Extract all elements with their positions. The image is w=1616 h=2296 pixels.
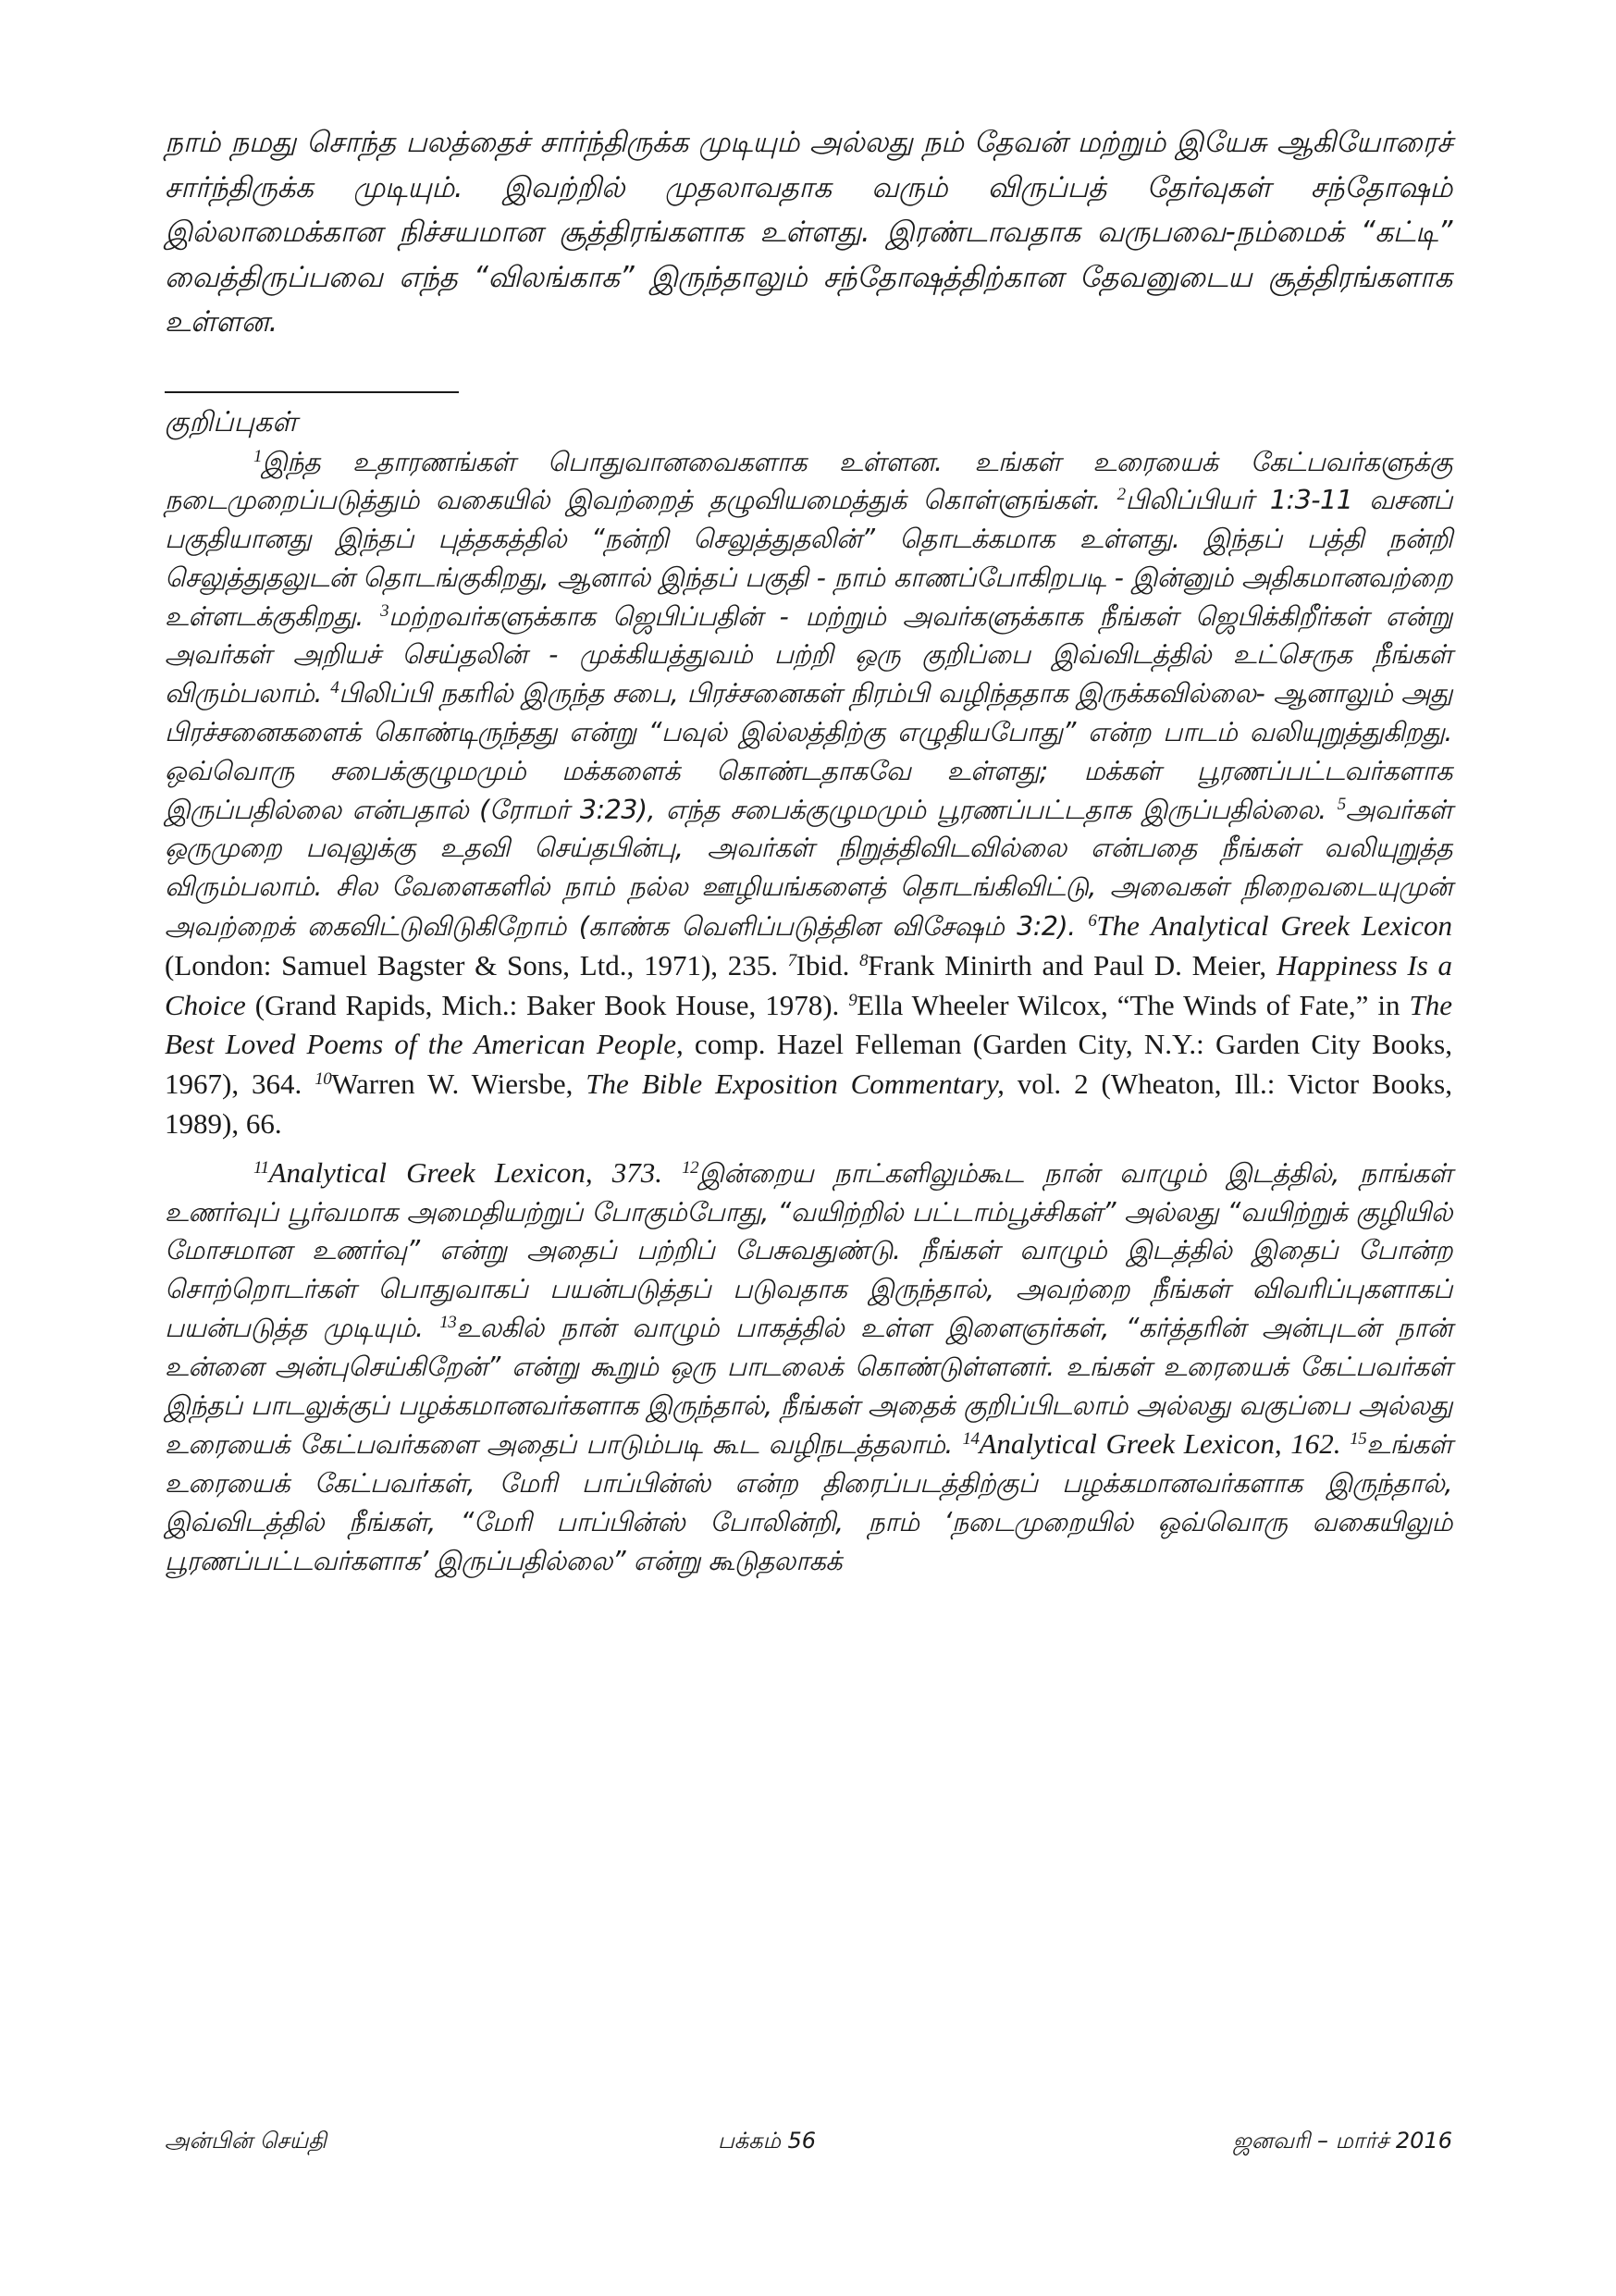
citation-text: (London: Samuel Bagster & Sons, Ltd., 1971), 235. <box>165 948 788 981</box>
publication-name: அன்பின் செய்தி <box>165 2128 327 2154</box>
citation-text: Frank Minirth and Paul D. Meier, <box>868 948 1277 981</box>
footnote-marker: 4 <box>330 678 339 698</box>
footnote-marker: 15 <box>1350 1429 1367 1450</box>
citation-text: Ibid. <box>796 948 860 981</box>
citation-text: vol. 2 (Wheaton, Ill.: Victor Books, 1989), 66. <box>165 1068 1452 1141</box>
footnote-marker: 3 <box>380 600 389 621</box>
citation-title: The Best Loved Poems of the American People, <box>165 988 1452 1061</box>
footnote-marker: 5 <box>1337 794 1346 814</box>
footnote-marker: 2 <box>1116 485 1126 505</box>
footnote-text: அவர்கள் ஒருமுறை பவுலுக்கு உதவி செய்தபின்பு, அவர்கள் நிறுத்திவிடவில்லை என்பதை நீங்கள் வலியுறுத்த விரும்பலாம். சில வேளைகளில் நாம் நல்ல ஊழியங்களைத் தொடங்கிவிட்டு, அவைகள் நிறைவடையுமுன் அவற்றைக் கைவிட்டுவிடுகிறோம் (காண்க வெளிப்படுத்தின விசேஷம் 3:2). <box>165 794 1452 943</box>
footnote-text: உலகில் நான் வாழும் பாகத்தில் உள்ள இளைஞர்கள், “கர்த்தரின் அன்புடன் நான் உன்னை அன்புசெய்கிறேன்” என்று கூறும் ஒரு பாடலைக் கொண்டுள்ளனர். உங்கள் உரையைக் கேட்பவர்கள் இந்தப் பாடலுக்குப் பழக்கமானவர்களாக இருந்தால், நீங்கள் அதைக் குறிப்பிடலாம் அல்லது வகுப்பை அல்லது உரையைக் கேட்பவர்களை அதைப் பாடும்படி கூட வழிநடத்தலாம். <box>165 1313 1453 1461</box>
citation-text: Analytical Greek Lexicon, 373. <box>268 1155 683 1189</box>
citation-text: comp. Hazel Felleman (Garden City, N.Y.: Garden City Books, 1967), 364. <box>165 1028 1452 1101</box>
footnote-separator <box>165 391 459 393</box>
footnote-text: பிலிப்பியர் 1:3-11 வசனப் பகுதியானது இந்தப் புத்தகத்தில் “நன்றி செலுத்துதலின்” தொடக்கமாக உள்ளது. இந்தப் பத்தி நன்றி செலுத்துதலுடன் தொடங்குகிறது, ஆனால் இந்தப் பகுதி - நாம் காணப்போகிறபடி - இன்னும் அதிகமானவற்றை உள்ளடக்குகிறது. <box>165 485 1452 632</box>
notes-heading: குறிப்புகள் <box>165 405 298 438</box>
footnote-text: உங்கள் உரையைக் கேட்பவர்கள், மேரி பாப்பின்ஸ் என்ற திரைப்படத்திற்குப் பழக்கமானவர்களாக இருந்தால், இவ்விடத்தில் நீங்கள், “மேரி பாப்பின்ஸ் போலின்றி, நாம் ‘நடைமுறையில் ஒவ்வொரு வகையிலும் பூரணப்பட்டவர்களாக’ இருப்பதில்லை” என்று கூடுதலாகக் <box>165 1429 1452 1576</box>
notes-paragraph-1 <box>165 443 1452 1144</box>
footnote-text: இந்த உதாரணங்கள் பொதுவானவைகளாக உள்ளன. உங்கள் உரையைக் கேட்பவர்களுக்கு நடைமுறைப்படுத்தும் வகையில் இவற்றைத் தழுவியமைத்துக் கொள்ளுங்கள். <box>165 446 1452 516</box>
issue-date: ஜனவரி – மார்ச் 2016 <box>1232 2128 1452 2154</box>
footnote-marker: 1 <box>253 446 262 466</box>
footnote-text: மற்றவர்களுக்காக ஜெபிப்பதின் - மற்றும் அவர்களுக்காக நீங்கள் ஜெபிக்கிறீர்கள் என்று அவர்கள் அறியச் செய்தலின் - முக்கியத்துவம் பற்றி ஒரு குறிப்பை இவ்விடத்தில் உட்செருக நீங்கள் விரும்பலாம். <box>165 600 1453 710</box>
footnote-marker: 8 <box>859 950 869 970</box>
footnote-marker: 6 <box>1088 911 1097 932</box>
footnote-text: பிலிப்பி நகரில் இருந்த சபை, பிரச்சனைகள் நிரம்பி வழிந்ததாக இருக்கவில்லை- ஆனாலும் அது பிரச்சனைகளைக் கொண்டிருந்தது என்று “பவுல் இல்லத்திற்கு எழுதியபோது” என்ற பாடம் வலியுறுத்துகிறது. ஒவ்வொரு சபைக்குழுமமும் மக்களைக் கொண்டதாகவே உள்ளது; மக்கள் பூரணப்பட்டவர்களாக இருப்பதில்லை என்பதால் (ரோமர் 3:23), எந்த சபைக்குழுமமும் பூரணப்பட்டதாக இருப்பதில்லை. <box>165 678 1452 825</box>
page-body <box>165 120 1452 1581</box>
notes-paragraph-2 <box>165 1154 1452 1581</box>
footnote-marker: 7 <box>787 950 796 970</box>
main-paragraph: நாம் நமது சொந்த பலத்தைச் சார்ந்திருக்க முடியும் அல்லது நம் தேவன் மற்றும் இயேசு ஆகியோரைச் சார்ந்திருக்க முடியும். இவற்றில் முதலாவதாக வரும் விருப்பத் தேர்வுகள் சந்தோஷம் இல்லாமைக்கான நிச்சயமான சூத்திரங்களாக உள்ளது. இரண்டாவதாக வருபவை-நம்மைக் “கட்டி” வைத்திருப்பவை எந்த “விலங்காக” இருந்தாலும் சந்தோஷத்திற்கான தேவனுடைய சூத்திரங்களாக உள்ளன. <box>165 126 1452 339</box>
footnote-marker: 13 <box>439 1313 457 1333</box>
citation-text: Ella Wheeler Wilcox, “The Winds of Fate,” in <box>857 988 1410 1021</box>
citation-title: The Bible Exposition Commentary, <box>586 1068 1005 1101</box>
footnote-text: இன்றைய நாட்களிலும்கூட நான் வாழும் இடத்தில், நாங்கள் உணர்வுப் பூர்வமாக அமைதியற்றுப் போகும்போது, “வயிற்றில் பட்டாம்பூச்சிகள்” அல்லது “வயிற்றுக் குழியில் மோசமான உணர்வு” என்று அதைப் பற்றிப் பேசுவதுண்டு. நீங்கள் வாழும் இடத்தில் இதைப் போன்ற சொற்றொடர்கள் பொதுவாகப் பயன்படுத்தப் படுவதாக இருந்தால், அவற்றை நீங்கள் விவரிப்புகளாகப் பயன்படுத்த முடியும். <box>165 1157 1452 1344</box>
citation-text: Analytical Greek Lexicon, 162. <box>979 1427 1351 1461</box>
footnote-marker: 10 <box>315 1069 332 1090</box>
footnote-marker: 11 <box>253 1157 269 1178</box>
paragraph-gap <box>165 1144 1452 1154</box>
citation-title: Happiness Is a Choice <box>165 948 1452 1021</box>
footnote-marker: 12 <box>682 1157 699 1178</box>
page-footer <box>165 2128 1452 2165</box>
citation-text: Warren W. Wiersbe, <box>331 1068 586 1101</box>
footnote-marker: 14 <box>962 1429 980 1450</box>
citation-title: The Analytical Greek Lexicon <box>1096 909 1452 943</box>
footnote-marker: 9 <box>848 990 857 1010</box>
citation-text: (Grand Rapids, Mich.: Baker Book House, 1978). <box>245 988 849 1021</box>
page-number: பக்கம் 56 <box>718 2128 817 2154</box>
